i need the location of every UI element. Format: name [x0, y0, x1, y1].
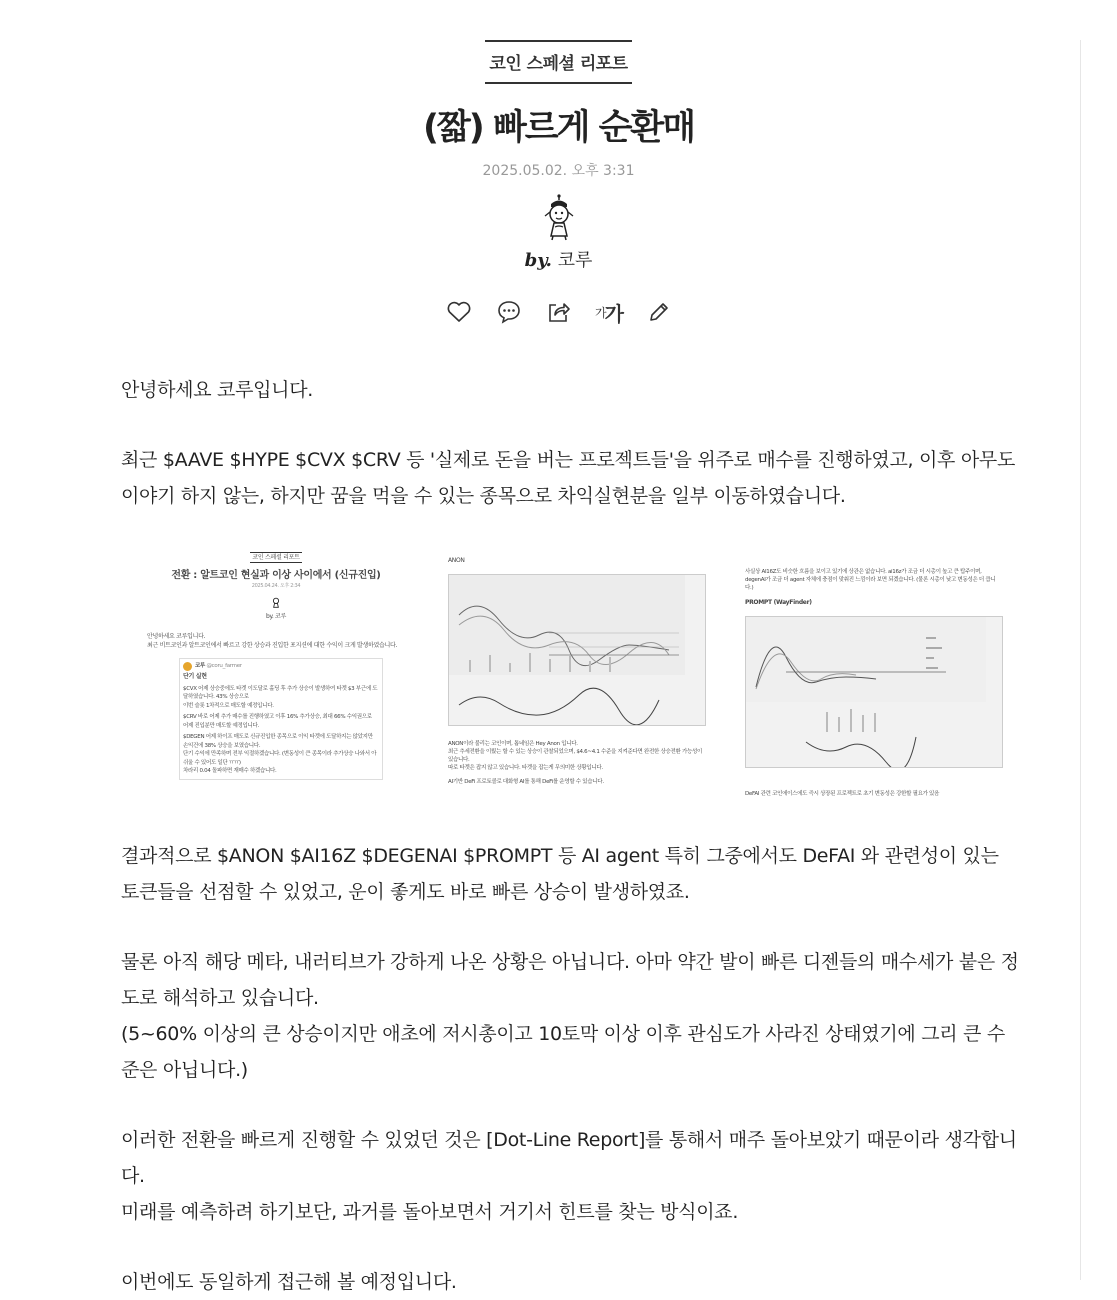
paragraph-intro: 최근 $AAVE $HYPE $CVX $CRV 등 '실제로 돈을 버는 프로젝트들'을 위주로 매수를 진행하였고, 이후 아무도 이야기 하지 않는, 하지만 꿈을 먹을 수 있는 종목으로 차익실현분을 일부 이동하였습니다.	[121, 449, 1015, 507]
thumb1-category: 코인 스페셜 리포트	[252, 554, 300, 561]
page-title: (짧) 빠르게 순환매	[422, 108, 695, 148]
comment-icon[interactable]	[495, 298, 523, 326]
thumb1-intro2: 최근 비트코인과 알트코인에서 빠르고 강한 상승과 진입한 포지션에 대한 수익이 크게 발생하였습니다.	[147, 642, 398, 649]
thumb3-footer: DeFAI 관련 코인에이스에도 즉시 상장된 프로젝트로 초기 변동성은 강한할 필요가 있음	[745, 791, 940, 797]
gallery-image-report[interactable]	[143, 550, 409, 818]
thumb1-line-8: 차라리 0.04 돌파하면 재매수 하겠습니다.	[183, 768, 277, 774]
byline	[0, 246, 1117, 272]
thumb1-line-4: $DEGEN 어제 하이프 매도로 신규진입한 종목으로 이익 타겟에 도달하지는 않았지만	[183, 734, 373, 740]
thumb1-line-1: 이번 슬롯 1차적으로 매도할 예정입니다.	[183, 702, 274, 709]
thumb1-card-handle: @coru_farmer	[206, 663, 242, 670]
thumb1-line-5: 손익건에 38% 상승을 보였습니다.	[183, 742, 261, 749]
image-gallery	[143, 550, 1003, 818]
thumb1-card-name: 코루	[195, 663, 206, 670]
spacer	[121, 910, 1021, 944]
thumb2-bullet-0: ANON이라 불리는 코인이며, 톱네임은 Hey Anon 입니다.	[448, 741, 578, 747]
thumb1-card-heading: 단기 실현	[183, 673, 207, 680]
post-body	[121, 372, 1021, 1300]
thumb2-footer: AI기반 DeFi 프로토콜로 대화형 AI를 통해 DeFi를 운영할 수 있습니다.	[448, 779, 604, 785]
thumb3-label: PROMPT (WayFinder)	[745, 599, 812, 606]
post-date: 2025.05.02. 오후 3:31	[482, 163, 635, 179]
post-header	[0, 40, 1117, 326]
thumb2-price-chart	[448, 574, 706, 726]
thumb1-line-6: 단기 수익에 만족하며 전부 익절하겠습니다. (변동성이 큰 종목이라 추가상승 나와서 아	[183, 751, 377, 757]
spacer	[121, 408, 1021, 442]
byline-prefix: by.	[524, 250, 552, 271]
thumb1-tweet-card	[179, 658, 383, 780]
like-icon[interactable]	[445, 298, 473, 326]
gallery-image-anon-chart[interactable]	[448, 550, 706, 818]
share-icon[interactable]	[545, 298, 573, 326]
action-bar	[0, 298, 1117, 326]
thumb1-line-7: 쉬울 수 있어도 일단 ㅠㅠ)	[183, 759, 241, 766]
font-size-button[interactable]	[595, 298, 623, 326]
thumb3-intro: 사실상 AI16Z도 비슷한 흐름을 보이고 있기에 상관은 없습니다. ai16z가 조금 더 시총이 높고 큰 탑주이며, degenAI가 조금 더 agent 자체에 충점이 맞춰진 느낌이라 보면 되겠습니다. (물론 시총이 낮고 변동성은 더 큽니다.)	[745, 569, 996, 591]
category-label[interactable]: 코인 스페셜 리포트	[485, 40, 631, 84]
thumb1-date: 2025.04.24. 오후 2:34	[251, 583, 301, 589]
paragraph-result: 결과적으로 $ANON $AI16Z $DEGENAI $PROMPT 등 AI agent 특히 그중에서도 DeFAI 와 관련성이 있는 토큰들을 선점할 수 있었고, 운이 좋게도 바로 빠른 상승이 발생하였죠.	[121, 845, 999, 903]
author-avatar-icon[interactable]	[539, 194, 579, 242]
paragraph-greeting: 안녕하세요 코루입니다.	[121, 379, 314, 401]
thumb3-price-chart	[745, 616, 1003, 768]
font-small-glyph: 가	[595, 305, 605, 320]
thumb1-by: by. 코루	[265, 613, 287, 620]
font-large-glyph: 가	[604, 301, 622, 326]
spacer	[121, 1088, 1021, 1122]
thumb1-line-2: $CRV 바로 어제 추가 매수를 진행하였고 이후 16% 추가상승, 최대 66% 수익권으로	[183, 714, 372, 720]
spacer	[121, 1230, 1021, 1264]
thumb2-label: ANON	[448, 557, 465, 564]
paragraph-narrative: 물론 아직 해당 메타, 내러티브가 강하게 나온 상황은 아닙니다. 아마 약간 발이 빠른 디젠들의 매수세가 붙은 정도로 해석하고 있습니다.	[121, 951, 1019, 1009]
author-name[interactable]: 코루	[557, 250, 593, 271]
thumb2-bullet-1: 최근 추세전환을 이뤘는 할 수 있는 상승이 관찰되었으며, $4.6~4.1 수준을 지켜준다면 완전한 상승전환 가능성이 있습니다.	[448, 749, 703, 763]
gallery-image-prompt-chart[interactable]	[745, 550, 1003, 818]
pencil-icon[interactable]	[645, 298, 673, 326]
paragraph-method: 미래를 예측하려 하기보단, 과거를 돌아보면서 거기서 힌트를 찾는 방식이죠.	[121, 1201, 739, 1223]
thumb2-bullet-2: 따로 타겟은 잡지 않고 있습니다. 타겟을 잡는게 무의미한 상황입니다.	[448, 765, 603, 771]
paragraph-dotline: 이러한 전환을 빠르게 진행할 수 있었던 것은 [Dot-Line Report]를 통해서 매주 돌아보았기 때문이라 생각합니다.	[121, 1129, 1017, 1187]
thumb1-title: 전환 : 알트코인 현실과 이상 사이에서 (신규진입)	[171, 570, 381, 581]
thumb1-card-avatar-icon	[183, 662, 192, 671]
thumb1-intro1: 안녕하세요 코루입니다.	[147, 633, 206, 640]
thumb1-line-3: 어제 진입분만 매도할 예정입니다.	[183, 722, 259, 729]
paragraph-closing: 이번에도 동일하게 접근해 볼 예정입니다.	[121, 1271, 457, 1293]
thumb1-line-0: $CVX 어제 상승중에도 타겟 이도달로 홀딩 후 추가 상승이 발생하여 타겟 $3 부근에 도달하였습니다. 43% 상승으로	[183, 685, 378, 700]
paragraph-narrative-note: (5~60% 이상의 큰 상승이지만 애초에 저시총이고 10토막 이상 이후 관심도가 사라진 상태였기에 그리 큰 수준은 아닙니다.)	[121, 1023, 1005, 1081]
thumb1-avatar-icon	[147, 595, 405, 612]
